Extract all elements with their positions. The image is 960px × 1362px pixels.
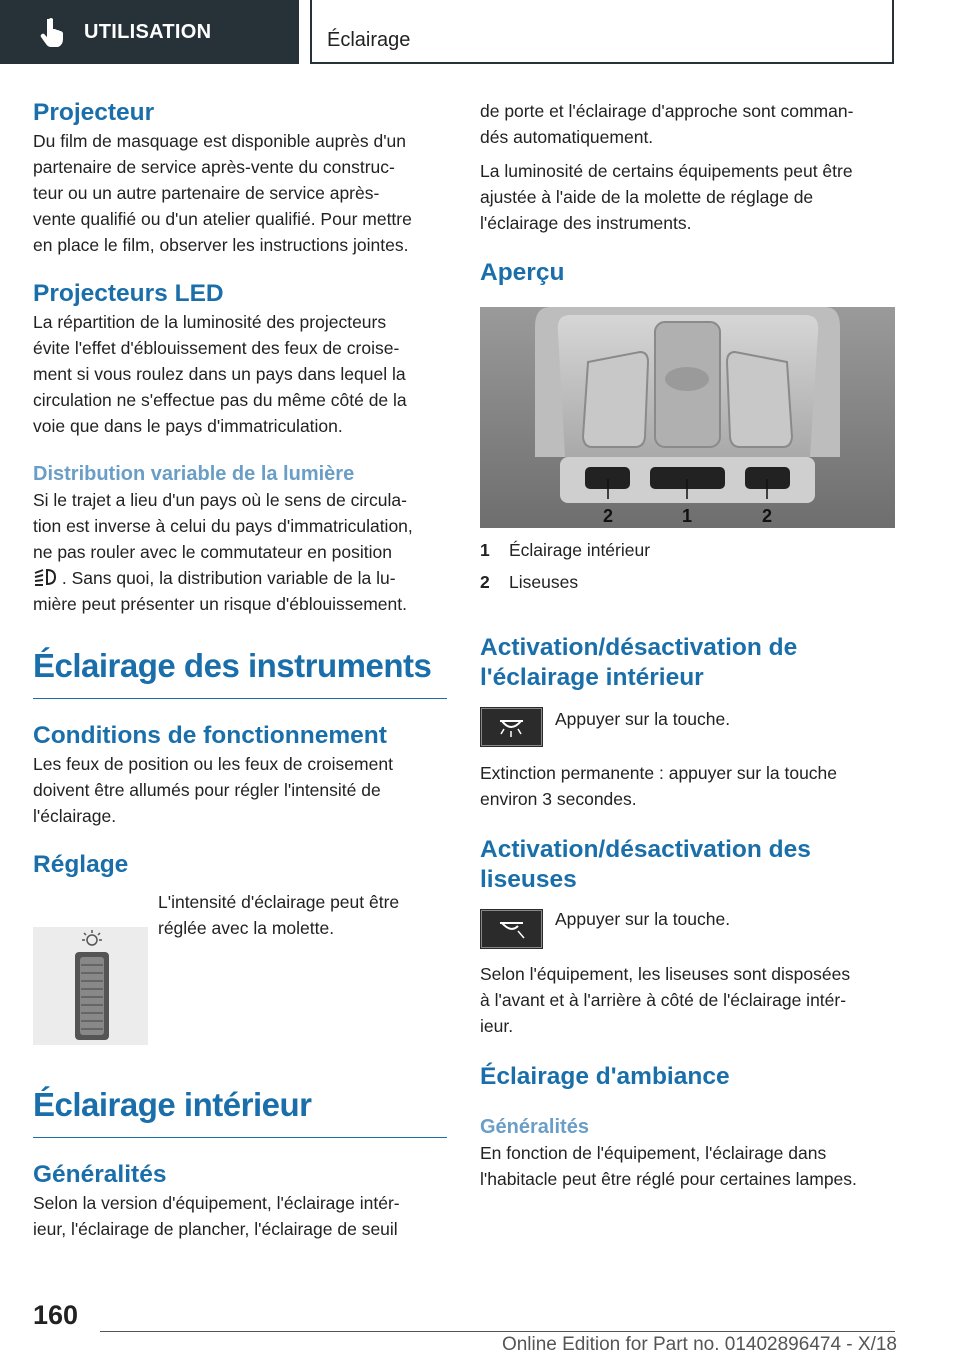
led-line: voie que dans le pays d'immatriculation.: [33, 416, 343, 436]
distrib-heading: Distribution variable de la lumière: [33, 463, 355, 485]
reglage-text: L'intensité d'éclairage peut être réglée avec la molette.: [158, 892, 400, 938]
right-column: [480, 98, 895, 288]
left-column: [33, 98, 447, 941]
apercu-heading: Aperçu: [480, 259, 565, 286]
chapter-title: Éclairage: [327, 29, 411, 51]
overhead-console-photo: [480, 307, 895, 528]
projecteur-line: teur ou un autre partenaire de service après-: [33, 183, 380, 203]
distrib-line: tion est inverse à celui du pays d'immatriculation,: [33, 516, 413, 536]
ambiance-section: [480, 1062, 895, 1192]
projecteur-line: partenaire de service après-vente du construc-: [33, 157, 395, 177]
reglage-heading: Réglage: [33, 851, 129, 878]
distrib-line: Si le trajet a lieu d'un pays où le sens de circula-: [33, 490, 407, 510]
ambiance-heading: Éclairage d'ambiance: [480, 1063, 730, 1090]
liseuses-heading: Activation/désactivation des: [480, 836, 811, 863]
footer-divider: [100, 1331, 895, 1332]
cont-line: dés automatiquement.: [480, 127, 654, 147]
section-tab: [0, 0, 299, 64]
interieur-heading: Éclairage intérieur: [33, 1085, 447, 1138]
conditions-heading: Conditions de fonctionnement: [33, 722, 387, 749]
liseuses-heading: liseuses: [480, 866, 577, 893]
photo-label: 1: [681, 506, 693, 526]
thumbwheel-image: [33, 927, 148, 1045]
photo-label: 2: [602, 506, 614, 526]
generalites-heading: Généralités: [33, 1161, 167, 1188]
generalites-line: Selon la version d'équipement, l'éclairage intér-: [33, 1193, 400, 1213]
selon-text: Selon l'équipement, les liseuses sont disposées à l'avant et à l'arrière à côté de l'éclairage intér- ieur.: [480, 964, 851, 1036]
conditions-line: Les feux de position ou les feux de croisement: [33, 754, 393, 774]
extinction-text: Extinction permanente : appuyer sur la touche environ 3 secondes.: [480, 763, 838, 809]
legend-item: 1 Éclairage intérieur: [480, 540, 651, 560]
headlight-icon: [33, 567, 57, 587]
led-line: La répartition de la luminosité des projecteurs: [33, 312, 387, 332]
section-title: UTILISATION: [84, 20, 212, 43]
distrib-line: ne pas rouler avec le commutateur en position: [33, 542, 392, 562]
conditions-line: l'éclairage.: [33, 806, 117, 826]
amb-line: l'habitacle peut être réglé pour certaines lampes.: [480, 1169, 857, 1189]
reading-light-button-icon: [480, 909, 543, 949]
thumbwheel-illustration: [33, 927, 148, 1045]
projecteur-line: en place le film, observer les instructions jointes.: [33, 235, 409, 255]
projecteur-heading: Projecteur: [33, 99, 155, 126]
led-heading: Projecteurs LED: [33, 280, 224, 307]
hand-pointer-icon: [40, 17, 66, 47]
lum-line: l'éclairage des instruments.: [480, 213, 692, 233]
instruments-heading: Éclairage des instruments: [33, 646, 447, 699]
left-lower: [33, 1085, 447, 1242]
led-line: ment si vous roulez dans un pays dans lequel la: [33, 364, 406, 384]
edition-text: Online Edition for Part no. 01402896474 - X/18: [501, 1334, 897, 1355]
projecteur-line: vente qualifié ou d'un atelier qualifié. Pour mettre: [33, 209, 412, 229]
projecteur-line: Du film de masquage est disponible auprès d'un: [33, 131, 407, 151]
amb-generalites-heading: Généralités: [480, 1116, 589, 1138]
generalites-line: ieur, l'éclairage de plancher, l'éclairage de seuil: [33, 1219, 398, 1239]
lum-line: ajustée à l'aide de la molette de réglage de: [480, 187, 814, 207]
liseuses-section: [480, 835, 895, 895]
activation-text: Appuyer sur la touche.: [555, 709, 731, 729]
activation-heading: Activation/désactivation de: [480, 634, 798, 661]
cont-line: de porte et l'éclairage d'approche sont comman-: [480, 101, 854, 121]
distrib-line: mière peut présenter un risque d'éblouissement.: [33, 594, 407, 614]
brightness-icon: [82, 930, 102, 945]
activation-heading: l'éclairage intérieur: [480, 664, 704, 691]
liseuses-text: Appuyer sur la touche.: [555, 909, 731, 929]
photo-label: 2: [761, 506, 773, 526]
activation-section: [480, 633, 895, 693]
lum-line: La luminosité de certains équipements peut être: [480, 161, 853, 181]
chapter-box: [310, 0, 894, 64]
interior-light-button-icon: [480, 707, 543, 747]
conditions-line: doivent être allumés pour régler l'intensité de: [33, 780, 381, 800]
distrib-line-icon: . Sans quoi, la distribution variable de la lu-: [33, 565, 447, 591]
amb-line: En fonction de l'équipement, l'éclairage dans: [480, 1143, 827, 1163]
led-line: circulation ne s'effectue pas du même côté de la: [33, 390, 407, 410]
led-line: évite l'effet d'éblouissement des feux de croise-: [33, 338, 400, 358]
legend-item: 2 Liseuses: [480, 572, 579, 592]
page-number: 160: [33, 1300, 79, 1330]
